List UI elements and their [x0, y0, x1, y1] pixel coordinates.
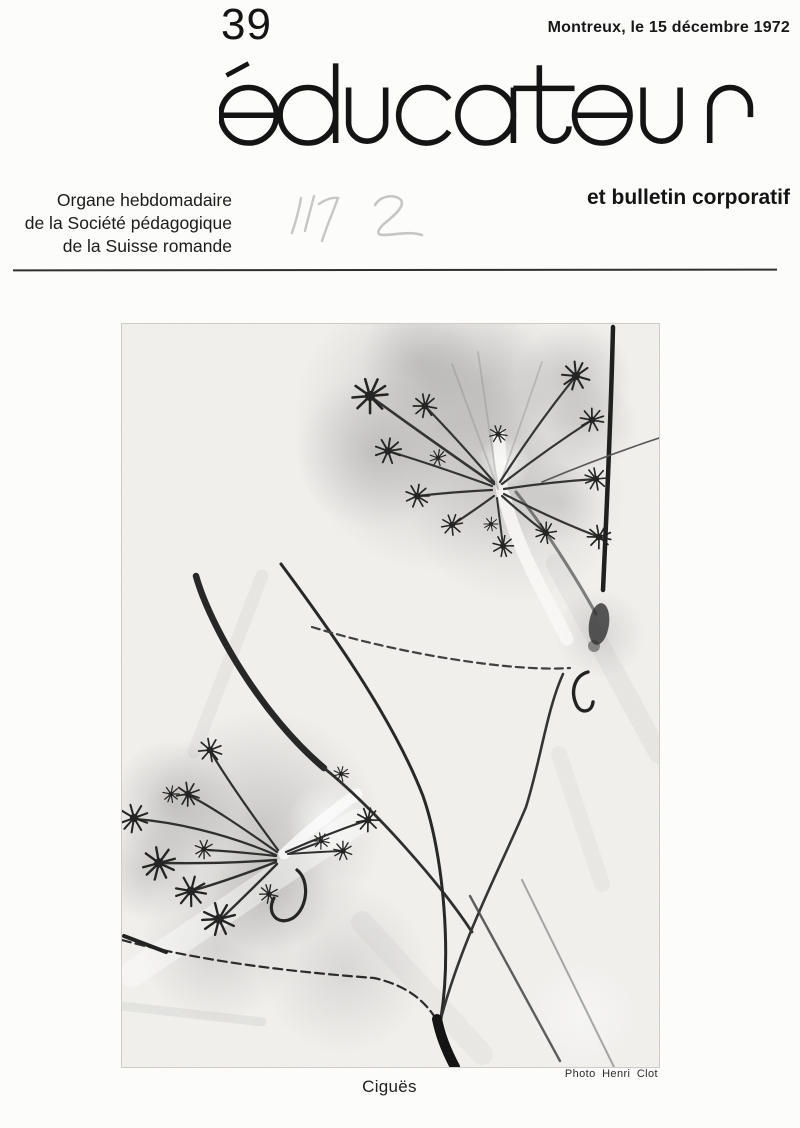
- organ-statement: [10, 189, 232, 258]
- handwritten-number: [275, 178, 445, 263]
- organ-line-1: Organe hebdomadaire: [56, 190, 232, 210]
- logo-text: [0, 0, 1, 1]
- dateline: Montreux, le 15 décembre 1972: [547, 19, 790, 36]
- logo-letterforms: [221, 63, 751, 143]
- film-grain: [122, 324, 659, 1067]
- photo-caption: Ciguës: [362, 1077, 417, 1096]
- subtitle: et bulletin corporatif: [586, 186, 790, 209]
- organ-line-3: de la Suisse romande: [62, 236, 232, 256]
- cover-photo: [121, 323, 660, 1068]
- cover-photo-artwork: [122, 324, 659, 1067]
- photo-credit: Photo Henri Clot: [564, 1068, 658, 1080]
- logo-educateur: [219, 54, 756, 158]
- issue-number: 39: [221, 0, 272, 49]
- masthead-rule: [13, 269, 777, 272]
- handwritten-note-text: [0, 0, 1, 1]
- organ-line-2: de la Société pédagogique: [24, 213, 232, 233]
